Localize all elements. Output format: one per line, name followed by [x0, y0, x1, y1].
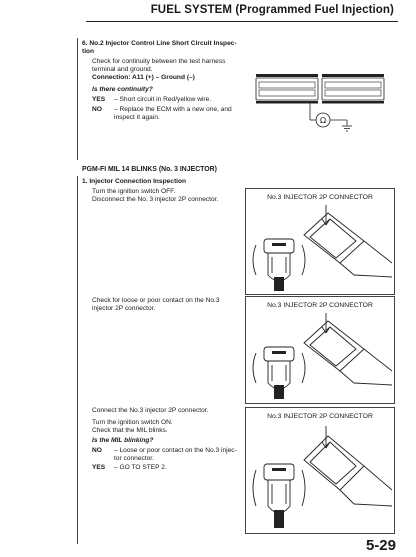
step6-yes — [92, 96, 244, 104]
mil-para-2: Disconnect the No. 3 injector 2P connector. — [92, 196, 219, 203]
step6-body: Check for continuity between the test harness terminal and ground. — [92, 58, 226, 74]
injector-connector-drawing-1 — [246, 205, 394, 293]
step6-no — [92, 106, 244, 122]
mil-no-text: – Loose or poor contact on the No.3 injec-tor connector. — [114, 447, 237, 463]
step6-connection: Connection: A11 (+) – Ground (–) — [92, 74, 195, 81]
step6-yes-text: – Short circuit in Red/yellow wire. — [114, 96, 212, 103]
figure-injector-connector-2 — [245, 296, 395, 404]
step6-question: Is there continuity? — [92, 86, 153, 93]
mil-yes — [92, 464, 244, 472]
svg-text:Ω: Ω — [319, 116, 327, 125]
mil-para-3: Check for loose or poor contact on the No.3 injector 2P connector. — [92, 297, 220, 313]
test-harness-diagram — [252, 72, 392, 134]
step6-yes-key: YES — [92, 96, 106, 103]
page-number: 5-29 — [365, 537, 396, 554]
mil-question: Is the MIL blinking? — [92, 437, 154, 444]
mil-no — [92, 447, 244, 463]
header-rule — [86, 21, 398, 22]
step6-title: 6. No.2 Injector Control Line Short Circuit Inspec-tion — [82, 40, 237, 56]
injector-connector-drawing-2 — [246, 313, 394, 401]
mil-para-5: Turn the ignition switch ON. — [92, 419, 173, 426]
mil-para-6: Check that the MIL blinks. — [92, 427, 168, 434]
page-header-title: FUEL SYSTEM (Programmed Fuel Injection) — [150, 4, 394, 16]
mil-para-4: Connect the No.3 injector 2P connector. — [92, 407, 209, 414]
step6-no-key: NO — [92, 106, 102, 113]
mil-para-1: Turn the ignition switch OFF. — [92, 188, 176, 195]
mil-yes-text: – GO TO STEP 2. — [114, 464, 167, 471]
mil-step1-title: 1. Injector Connection Inspection — [82, 178, 187, 185]
column-divider-1 — [77, 38, 78, 160]
step6-no-text: – Replace the ECM with a new one, and inspect it again. — [114, 106, 232, 122]
figure-1-caption: No.3 INJECTOR 2P CONNECTOR — [267, 194, 373, 201]
column-divider-2 — [77, 176, 78, 544]
injector-connector-drawing-3 — [246, 426, 394, 530]
figure-3-caption: No.3 INJECTOR 2P CONNECTOR — [267, 413, 373, 420]
mil-section-title: PGM-FI MIL 14 BLINKS (No. 3 INJECTOR) — [82, 166, 217, 173]
figure-injector-connector-1 — [245, 188, 395, 295]
mil-yes-key: YES — [92, 464, 106, 471]
mil-no-key: NO — [92, 447, 102, 454]
figure-injector-connector-3 — [245, 407, 395, 534]
figure-2-caption: No.3 INJECTOR 2P CONNECTOR — [267, 302, 373, 309]
